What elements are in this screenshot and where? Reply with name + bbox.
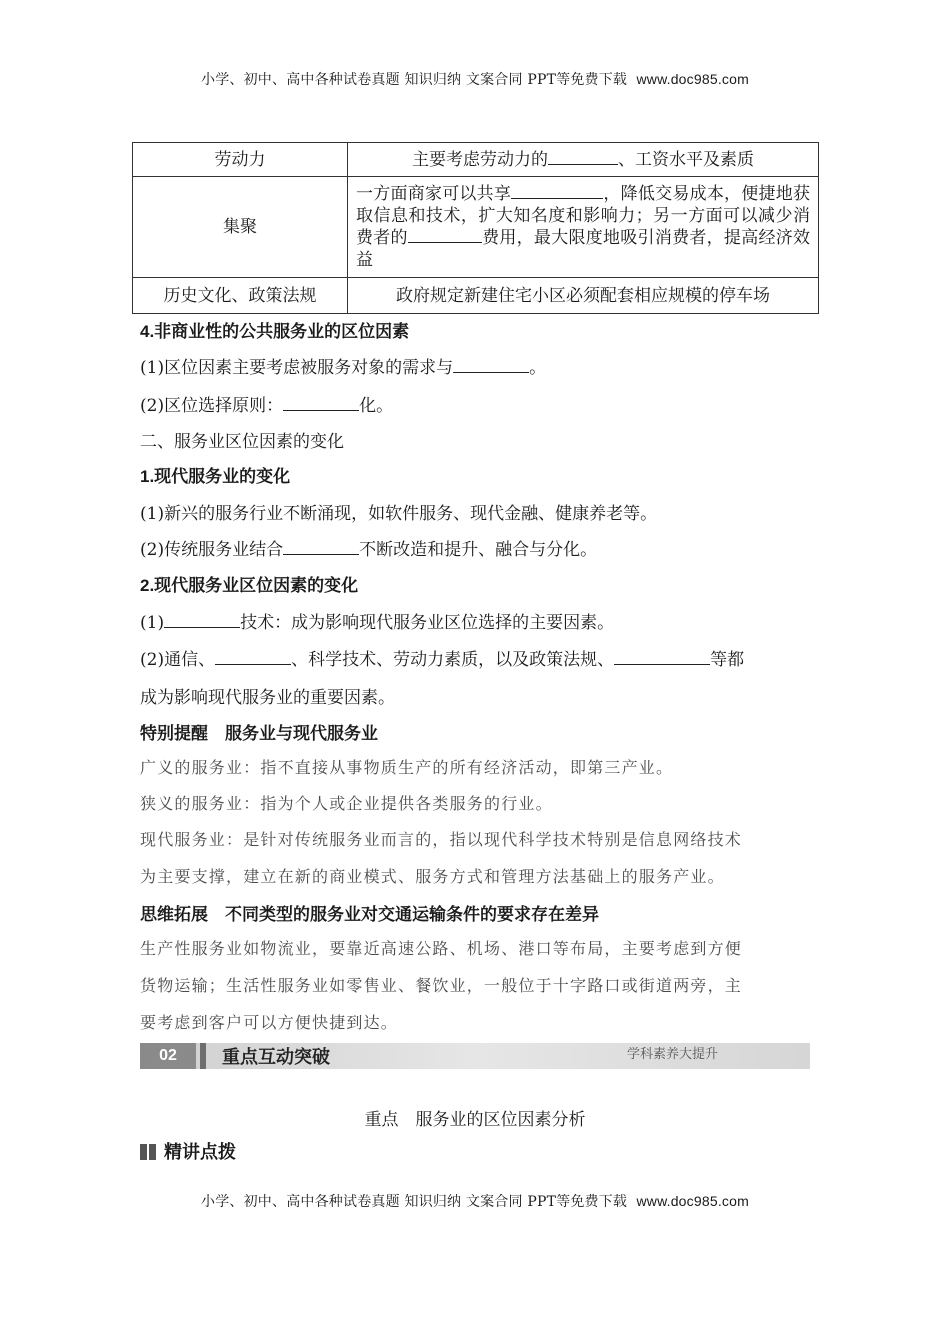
section-title: 2.现代服务业区位因素的变化 bbox=[140, 576, 359, 595]
banner-divider bbox=[200, 1043, 206, 1069]
table-value: 主要考虑劳动力的 、工资水平及素质 bbox=[348, 143, 819, 177]
page-header bbox=[0, 69, 950, 89]
header-url[interactable]: www.doc985.com bbox=[636, 71, 749, 87]
table-row bbox=[133, 143, 819, 177]
ext-title: 思维拓展 不同类型的服务业对交通运输条件的要求存在差异 bbox=[140, 905, 599, 924]
blank bbox=[408, 227, 482, 243]
text-line: (2)传统服务业结合 不断改造和提升、融合与分化。 bbox=[140, 540, 598, 560]
text-line: (2)区位选择原则： 化。 bbox=[140, 396, 394, 416]
banner-number: 02 bbox=[140, 1043, 196, 1069]
tip-line: 广义的服务业：指不直接从事物质生产的所有经济活动，即第三产业。 bbox=[140, 758, 674, 777]
tip-line: 现代服务业：是针对传统服务业而言的，指以现代科学技术特别是信息网络技术 bbox=[140, 830, 743, 849]
table-key: 集聚 bbox=[133, 177, 348, 278]
blank bbox=[511, 183, 603, 199]
tip-line: 狭义的服务业：指为个人或企业提供各类服务的行业。 bbox=[140, 794, 553, 813]
banner-title: 重点互动突破 bbox=[222, 1047, 330, 1067]
section-title: 4.非商业性的公共服务业的区位因素 bbox=[140, 322, 410, 341]
jingjiang-heading: 精讲点拨 bbox=[140, 1138, 236, 1164]
text-line: (1) 技术：成为影响现代服务业区位选择的主要因素。 bbox=[140, 613, 615, 633]
square-bullet-icon bbox=[140, 1144, 156, 1160]
blank bbox=[614, 649, 710, 665]
tip-title: 特别提醒 服务业与现代服务业 bbox=[140, 724, 378, 743]
text-line: (1)区位因素主要考虑被服务对象的需求与 。 bbox=[140, 358, 547, 378]
footer-text: 小学、初中、高中各种试卷真题 知识归纳 文案合同 PPT等免费下载 bbox=[201, 1194, 628, 1210]
ext-line: 生产性服务业如物流业，要靠近高速公路、机场、港口等布局，主要考虑到方便 bbox=[140, 939, 743, 958]
banner-subtitle: 学科素养大提升 bbox=[626, 1046, 718, 1061]
blank bbox=[453, 357, 529, 373]
focus-title: 重点 服务业的区位因素分析 bbox=[364, 1110, 586, 1130]
blank bbox=[283, 395, 359, 411]
blank bbox=[215, 649, 291, 665]
table-row bbox=[133, 177, 819, 278]
ext-line: 货物运输；生活性服务业如零售业、餐饮业，一般位于十字路口或街道两旁，主 bbox=[140, 976, 743, 995]
table-key: 历史文化、政策法规 bbox=[133, 278, 348, 314]
blank bbox=[548, 149, 618, 165]
footer-url[interactable]: www.doc985.com bbox=[636, 1193, 749, 1209]
blank bbox=[283, 539, 359, 555]
text-line: 成为影响现代服务业的重要因素。 bbox=[140, 688, 395, 708]
text-line: (2)通信、 、科学技术、劳动力素质，以及政策法规、 等都 bbox=[140, 650, 745, 670]
part-title: 二、服务业区位因素的变化 bbox=[140, 432, 344, 452]
table-value: 政府规定新建住宅小区必须配套相应规模的停车场 bbox=[348, 278, 819, 314]
table-key: 劳动力 bbox=[133, 143, 348, 177]
table-row bbox=[133, 278, 819, 314]
text-line: (1)新兴的服务行业不断涌现，如软件服务、现代金融、健康养老等。 bbox=[140, 504, 658, 524]
section-banner bbox=[140, 1043, 810, 1069]
ext-line: 要考虑到客户可以方便快捷到达。 bbox=[140, 1013, 399, 1032]
page-footer bbox=[0, 1191, 950, 1211]
section-title: 1.现代服务业的变化 bbox=[140, 467, 291, 486]
blank bbox=[164, 612, 240, 628]
tip-line: 为主要支撑，建立在新的商业模式、服务方式和管理方法基础上的服务产业。 bbox=[140, 867, 725, 886]
header-text: 小学、初中、高中各种试卷真题 知识归纳 文案合同 PPT等免费下载 bbox=[201, 72, 628, 88]
factor-table bbox=[132, 142, 819, 314]
table-value: 一方面商家可以共享 ，降低交易成本，便捷地获取信息和技术，扩大知名度和影响力；另一方面可以减少消费者的 费用，最大限度地吸引消费者，提高经济效益 bbox=[348, 177, 819, 278]
